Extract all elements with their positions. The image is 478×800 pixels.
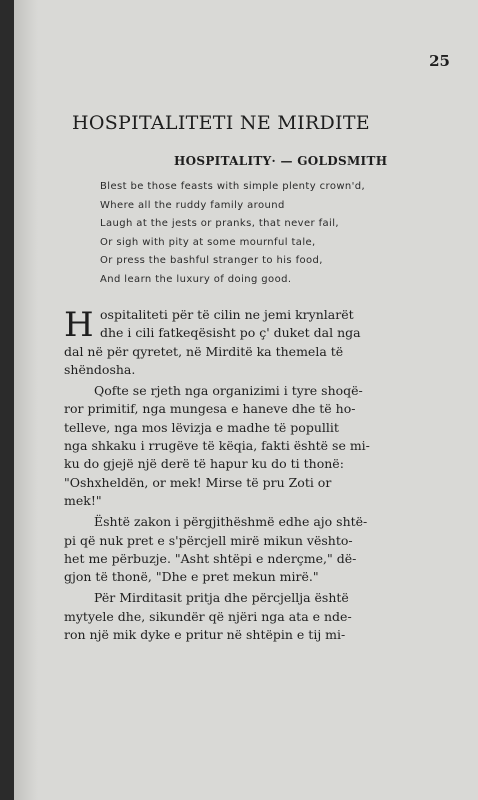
drop-cap: H <box>64 305 94 345</box>
text-line: gjon të thonë, "Dhe e pret mekun mirë." <box>64 569 319 585</box>
text-line: ku do gjejë një derë të hapur ku do ti thonë: <box>64 456 344 472</box>
text-line: pi që nuk pret e s'përcjell mirë mikun vështo- <box>64 532 353 548</box>
book-page <box>14 0 478 800</box>
text-line: Është zakon i përgjithëshmë edhe ajo shtë- <box>94 514 368 530</box>
poem-line: Or sigh with pity at some mournful tale, <box>100 236 316 248</box>
text-line: ror primitif, nga mungesa e haneve dhe të ho- <box>64 401 356 417</box>
text-line: Për Mirditasit pritja dhe përcjellja është <box>94 590 349 606</box>
text-line: shëndosha. <box>64 361 136 377</box>
paragraph <box>64 382 455 510</box>
text-line: telleve, nga mos lëvizja e madhe të popullit <box>64 419 339 435</box>
body-text <box>64 306 455 644</box>
paragraph <box>64 306 455 379</box>
poem-line: Or press the bashful stranger to his food, <box>100 255 323 266</box>
text-line: nga shkaku i rrugëve të këqia, fakti është se mi- <box>64 438 370 454</box>
page-number: 25 <box>429 52 450 70</box>
epigraph-poem <box>100 178 430 289</box>
poem-line: Laugh at the jests or pranks, that never fail, <box>100 218 339 229</box>
paragraph <box>64 589 455 644</box>
poem-line: Blest be those feasts with simple plenty crown'd, <box>100 181 366 192</box>
poem-line: And learn the luxury of doing good. <box>100 273 292 285</box>
text-line: dal në për qyretet, në Mirditë ka themela të <box>64 343 344 359</box>
text-line: mytyele dhe, sikundër që njëri nga ata e nde- <box>64 608 352 624</box>
page-edge-shadow <box>14 0 38 800</box>
epigraph-attribution: HOSPITALITY· — GOLDSMITH <box>174 154 388 168</box>
text-line: dhe i cili fatkeqësisht po ç' duket dal nga <box>100 325 361 341</box>
chapter-title: HOSPITALITETI NE MIRDITE <box>72 112 370 134</box>
text-line: het me përbuzje. "Asht shtëpi e nderçme," dë- <box>64 550 357 566</box>
poem-line: Where all the ruddy family around <box>100 199 285 211</box>
text-line: mek!" <box>64 492 102 508</box>
text-line: "Oshxheldën, or mek! Mirse të pru Zoti or <box>64 474 332 490</box>
text-line: Qofte se rjeth nga organizimi i tyre shoqë- <box>94 383 363 399</box>
text-line: ospitaliteti për të cilin ne jemi krynlarët <box>100 307 354 322</box>
text-line: ron një mik dyke e pritur në shtëpin e tij mi- <box>64 627 346 643</box>
paragraph <box>64 513 455 586</box>
